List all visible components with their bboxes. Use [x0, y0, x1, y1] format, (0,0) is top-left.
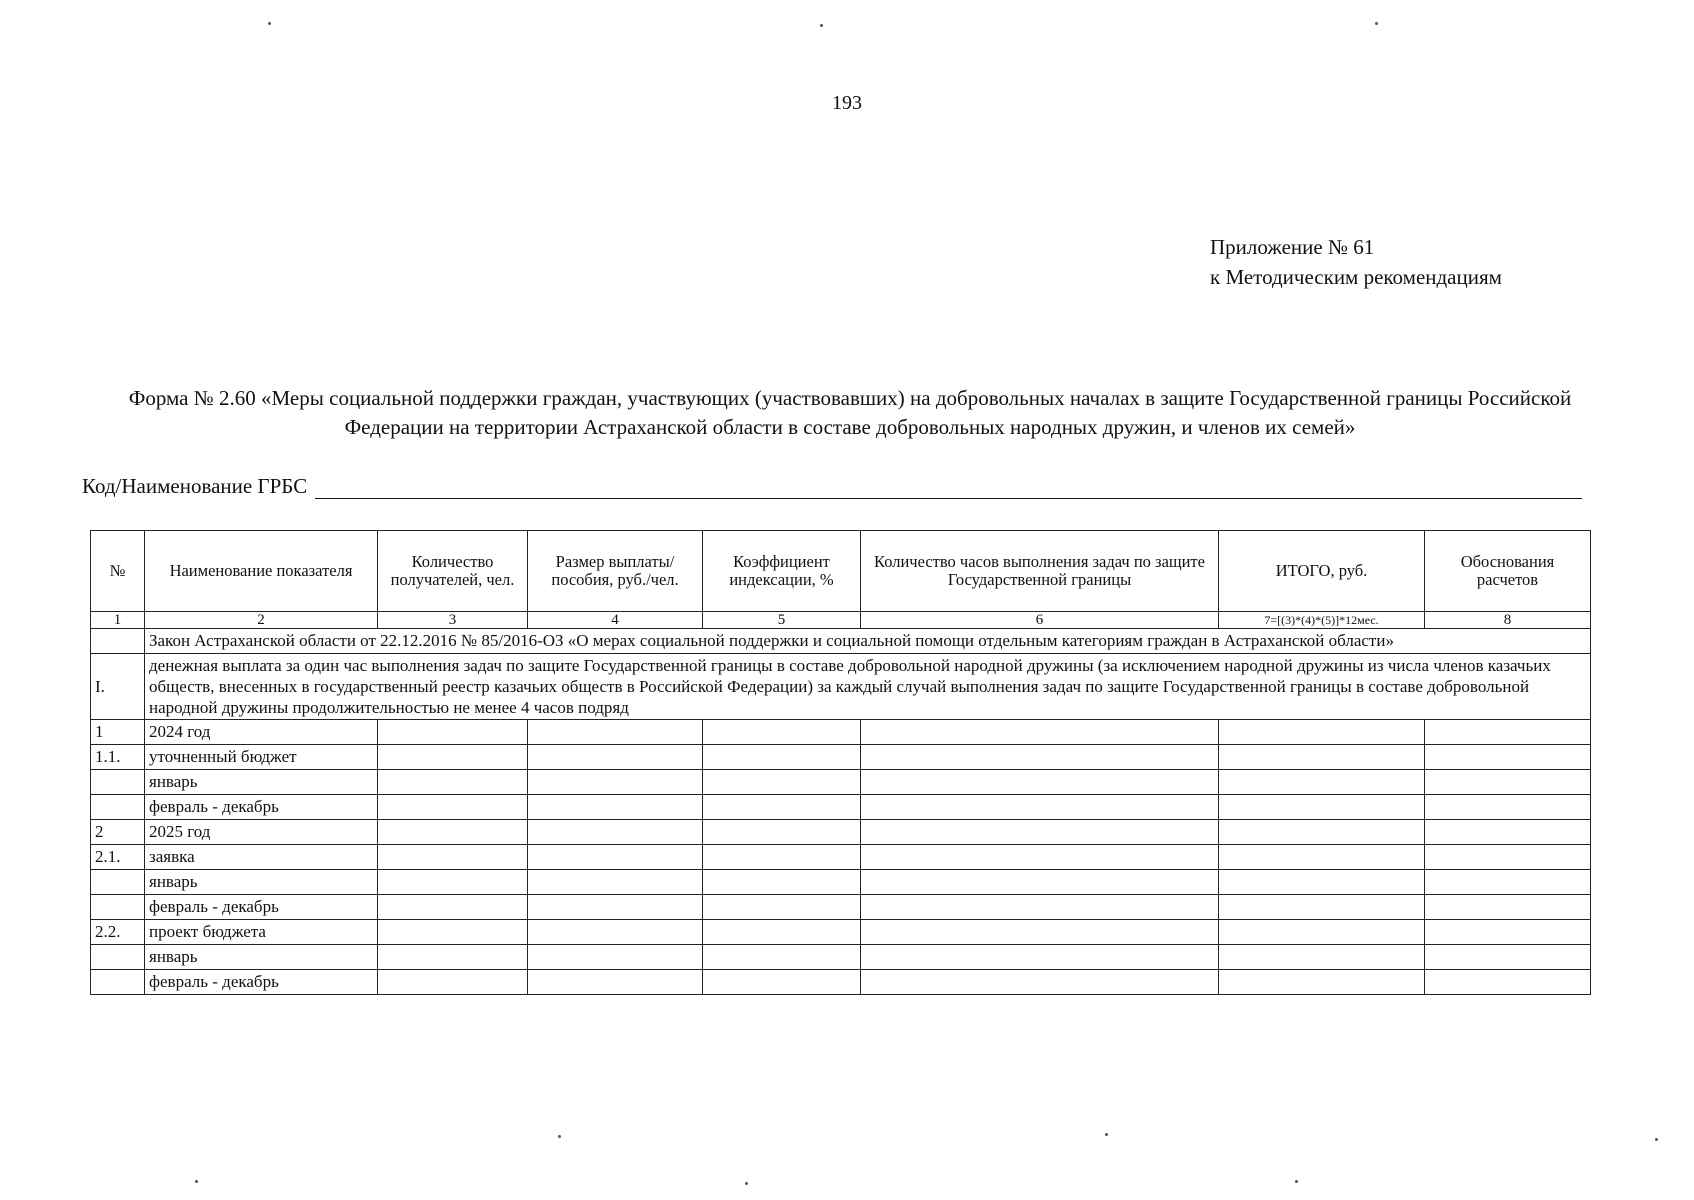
row-label: февраль - декабрь — [145, 970, 378, 995]
grbs-label: Код/Наименование ГРБС — [82, 474, 308, 498]
empty-cell — [528, 845, 703, 870]
law-row — [91, 629, 1591, 654]
empty-cell — [703, 795, 861, 820]
row-number — [91, 870, 145, 895]
row-number — [91, 770, 145, 795]
empty-cell — [703, 745, 861, 770]
table-row — [91, 970, 1591, 995]
empty-cell — [378, 870, 528, 895]
scan-speck — [268, 22, 271, 25]
empty-cell — [528, 770, 703, 795]
row-number — [91, 895, 145, 920]
empty-cell — [378, 945, 528, 970]
empty-cell — [1219, 970, 1425, 995]
empty-cell — [703, 870, 861, 895]
empty-cell — [861, 745, 1219, 770]
header-cell: № — [91, 531, 145, 612]
empty-cell — [861, 895, 1219, 920]
empty-cell — [378, 745, 528, 770]
row-label: заявка — [145, 845, 378, 870]
law-text: Закон Астраханской области от 22.12.2016 № 85/2016-ОЗ «О мерах социальной поддержки и социальной помощи отдельным категориям граждан в Астраханской области» — [145, 629, 1591, 654]
scan-speck — [1105, 1133, 1108, 1136]
empty-cell — [861, 770, 1219, 795]
header-cell: ИТОГО, руб. — [1219, 531, 1425, 612]
grbs-field — [82, 474, 1582, 499]
appendix-note — [1210, 232, 1502, 292]
table-row — [91, 745, 1591, 770]
column-number: 3 — [378, 612, 528, 629]
empty-cell — [528, 720, 703, 745]
empty-cell — [1425, 770, 1591, 795]
row-number — [91, 945, 145, 970]
page-number: 193 — [832, 92, 862, 114]
empty-cell — [1425, 870, 1591, 895]
empty-cell — [861, 820, 1219, 845]
empty-cell — [528, 820, 703, 845]
row-number: 1 — [91, 720, 145, 745]
empty-cell — [1425, 845, 1591, 870]
row-number — [91, 970, 145, 995]
row-number — [91, 795, 145, 820]
row-label: уточненный бюджет — [145, 745, 378, 770]
empty-cell — [528, 745, 703, 770]
empty-cell — [861, 970, 1219, 995]
appendix-line-1: Приложение № 61 — [1210, 235, 1375, 259]
empty-cell — [1219, 770, 1425, 795]
empty-cell — [703, 895, 861, 920]
empty-cell — [378, 970, 528, 995]
scan-speck — [1655, 1138, 1658, 1141]
row-label: январь — [145, 945, 378, 970]
column-number: 8 — [1425, 612, 1591, 629]
scan-speck — [195, 1180, 198, 1183]
empty-cell — [861, 920, 1219, 945]
row-number: 2 — [91, 820, 145, 845]
empty-cell — [861, 945, 1219, 970]
row-number: 2.2. — [91, 920, 145, 945]
scan-speck — [558, 1135, 561, 1138]
header-row — [91, 531, 1591, 612]
empty-cell — [861, 795, 1219, 820]
scan-speck — [745, 1182, 748, 1185]
empty-cell — [1219, 845, 1425, 870]
empty-cell — [1425, 820, 1591, 845]
table-row — [91, 895, 1591, 920]
column-number: 1 — [91, 612, 145, 629]
empty-cell — [1219, 820, 1425, 845]
empty-cell — [1219, 720, 1425, 745]
empty-cell — [1219, 745, 1425, 770]
empty-cell — [528, 970, 703, 995]
empty-cell — [378, 920, 528, 945]
empty-cell — [1219, 920, 1425, 945]
table-row — [91, 795, 1591, 820]
row-label: февраль - декабрь — [145, 795, 378, 820]
table-row — [91, 770, 1591, 795]
table-row — [91, 720, 1591, 745]
empty-cell — [378, 770, 528, 795]
column-number: 4 — [528, 612, 703, 629]
row-label: январь — [145, 870, 378, 895]
empty-cell — [861, 870, 1219, 895]
measures-table — [90, 530, 1591, 995]
column-number: 5 — [703, 612, 861, 629]
empty-cell — [1219, 895, 1425, 920]
column-number-row — [91, 612, 1591, 629]
section-number: I. — [91, 654, 145, 720]
header-cell: Коэффициент индексации, % — [703, 531, 861, 612]
empty-cell — [703, 845, 861, 870]
header-cell: Размер выплаты/пособия, руб./чел. — [528, 531, 703, 612]
column-number: 7=[(3)*(4)*(5)]*12мес. — [1219, 612, 1425, 629]
table-row — [91, 870, 1591, 895]
empty-cell — [528, 920, 703, 945]
empty-cell — [703, 770, 861, 795]
table-row — [91, 945, 1591, 970]
empty-cell — [703, 920, 861, 945]
row-label: проект бюджета — [145, 920, 378, 945]
empty-cell — [1425, 720, 1591, 745]
empty-cell — [528, 895, 703, 920]
row-label: февраль - декабрь — [145, 895, 378, 920]
empty-cell — [378, 845, 528, 870]
column-number: 2 — [145, 612, 378, 629]
scan-speck — [1295, 1180, 1298, 1183]
law-num-cell — [91, 629, 145, 654]
empty-cell — [528, 795, 703, 820]
section-description: денежная выплата за один час выполнения задач по защите Государственной границы в составе добровольной народной дружины (за исключением народной дружины из числа членов казачьих обществ, внесенных в государственный реестр казачьих обществ в Российской Федерации) за каждый случай выполнения задач по защите Государственной границы в составе добровольной народной дружины продолжительностью не менее 4 часов подряд — [145, 654, 1591, 720]
header-cell: Количество получателей, чел. — [378, 531, 528, 612]
empty-cell — [703, 820, 861, 845]
table-row — [91, 920, 1591, 945]
empty-cell — [703, 970, 861, 995]
section-row — [91, 654, 1591, 720]
header-cell: Обоснования расчетов — [1425, 531, 1591, 612]
data-rows — [91, 720, 1591, 995]
empty-cell — [1425, 895, 1591, 920]
row-label: январь — [145, 770, 378, 795]
empty-cell — [378, 820, 528, 845]
empty-cell — [1425, 920, 1591, 945]
appendix-line-2: к Методическим рекомендациям — [1210, 265, 1502, 289]
empty-cell — [378, 720, 528, 745]
grbs-underline — [315, 474, 1582, 499]
empty-cell — [1425, 945, 1591, 970]
form-title: Форма № 2.60 «Меры социальной поддержки граждан, участвующих (участвовавших) на добровольных началах в защите Государственной границы Российской Федерации на территории Астраханской области в составе добровольных народных дружин, и членов их семей» — [128, 386, 1572, 439]
scan-speck — [1375, 22, 1378, 25]
column-number: 6 — [861, 612, 1219, 629]
row-number: 1.1. — [91, 745, 145, 770]
table-row — [91, 845, 1591, 870]
empty-cell — [1425, 745, 1591, 770]
empty-cell — [378, 795, 528, 820]
row-label: 2025 год — [145, 820, 378, 845]
empty-cell — [703, 945, 861, 970]
empty-cell — [1425, 795, 1591, 820]
scan-speck — [820, 24, 823, 27]
empty-cell — [378, 895, 528, 920]
header-cell: Наименование показателя — [145, 531, 378, 612]
row-number: 2.1. — [91, 845, 145, 870]
empty-cell — [1219, 945, 1425, 970]
table-row — [91, 820, 1591, 845]
empty-cell — [861, 845, 1219, 870]
empty-cell — [1219, 870, 1425, 895]
empty-cell — [703, 720, 861, 745]
empty-cell — [528, 945, 703, 970]
empty-cell — [1219, 795, 1425, 820]
empty-cell — [528, 870, 703, 895]
header-cell: Количество часов выполнения задач по защите Государственной границы — [861, 531, 1219, 612]
row-label: 2024 год — [145, 720, 378, 745]
empty-cell — [861, 720, 1219, 745]
empty-cell — [1425, 970, 1591, 995]
